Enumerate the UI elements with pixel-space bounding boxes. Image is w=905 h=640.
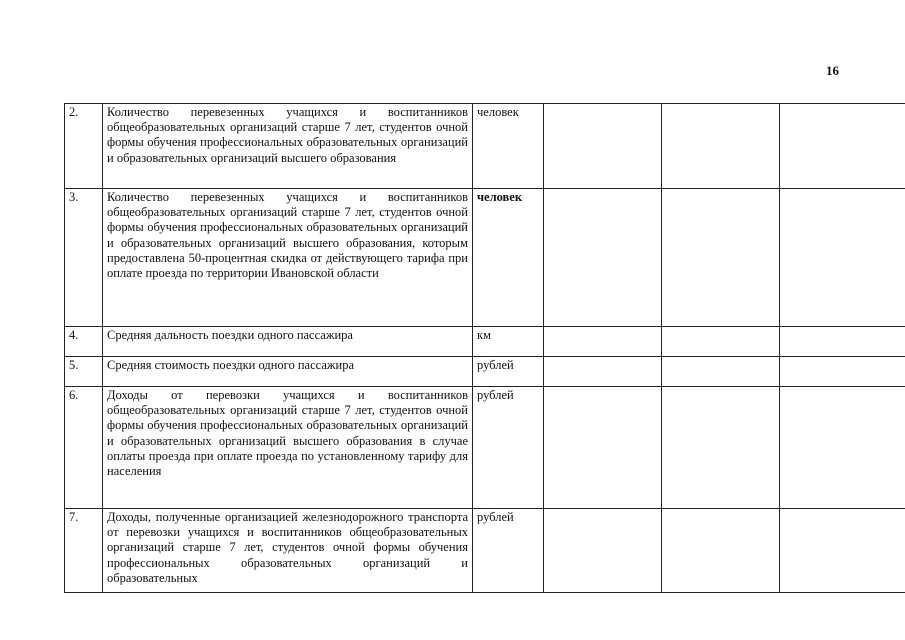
row-unit: рублей bbox=[473, 357, 544, 387]
table-row bbox=[65, 387, 905, 509]
empty-cell bbox=[780, 509, 905, 593]
row-unit: рублей bbox=[473, 509, 544, 593]
page-number: 16 bbox=[826, 63, 839, 78]
row-number: 5. bbox=[65, 357, 103, 387]
row-unit: км bbox=[473, 327, 544, 357]
empty-cell bbox=[544, 357, 662, 387]
empty-cell bbox=[544, 387, 662, 509]
empty-cell bbox=[780, 387, 905, 509]
empty-cell bbox=[544, 327, 662, 357]
table-row bbox=[65, 357, 905, 387]
table-row bbox=[65, 104, 905, 189]
empty-cell bbox=[662, 104, 780, 189]
row-number: 2. bbox=[65, 104, 103, 189]
indicators-table bbox=[64, 103, 905, 593]
row-unit: человек bbox=[473, 104, 544, 189]
row-number: 3. bbox=[65, 189, 103, 327]
empty-cell bbox=[662, 387, 780, 509]
empty-cell bbox=[544, 509, 662, 593]
row-text: Доходы от перевозки учащихся и воспитанников общеобразовательных организаций старше 7 лет, студентов очной формы обучения профессиональных образовательных организаций и образовательных организаций высшего образования в случае оплаты проезда при оплате проезда по установленному тарифу для населения bbox=[103, 387, 473, 509]
empty-cell bbox=[662, 357, 780, 387]
empty-cell bbox=[662, 189, 780, 327]
empty-cell bbox=[780, 189, 905, 327]
row-unit: рублей bbox=[473, 387, 544, 509]
row-text: Средняя стоимость поездки одного пассажира bbox=[103, 357, 473, 387]
empty-cell bbox=[544, 104, 662, 189]
table-row bbox=[65, 509, 905, 593]
row-number: 4. bbox=[65, 327, 103, 357]
row-text: Количество перевезенных учащихся и воспитанников общеобразовательных организаций старше 7 лет, студентов очной формы обучения профессиональных образовательных организаций и образовательных организаций высшего образования, которым предоставлена 50-процентная скидка от действующего тарифа при оплате проезда по территории Ивановской области bbox=[103, 189, 473, 327]
row-text: Доходы, полученные организацией железнодорожного транспорта от перевозки учащихся и воспитанников общеобразовательных организаций старше 7 лет, студентов очной формы обучения профессиональных образовательных организаций и образовательных bbox=[103, 509, 473, 593]
row-unit: человек bbox=[473, 189, 544, 327]
empty-cell bbox=[780, 357, 905, 387]
table-row bbox=[65, 189, 905, 327]
row-number: 7. bbox=[65, 509, 103, 593]
table-row bbox=[65, 327, 905, 357]
row-number: 6. bbox=[65, 387, 103, 509]
empty-cell bbox=[662, 327, 780, 357]
row-text: Количество перевезенных учащихся и воспитанников общеобразовательных организаций старше 7 лет, студентов очной формы обучения профессиональных образовательных организаций и образовательных организаций высшего образования bbox=[103, 104, 473, 189]
row-text: Средняя дальность поездки одного пассажира bbox=[103, 327, 473, 357]
empty-cell bbox=[780, 327, 905, 357]
empty-cell bbox=[780, 104, 905, 189]
empty-cell bbox=[662, 509, 780, 593]
empty-cell bbox=[544, 189, 662, 327]
